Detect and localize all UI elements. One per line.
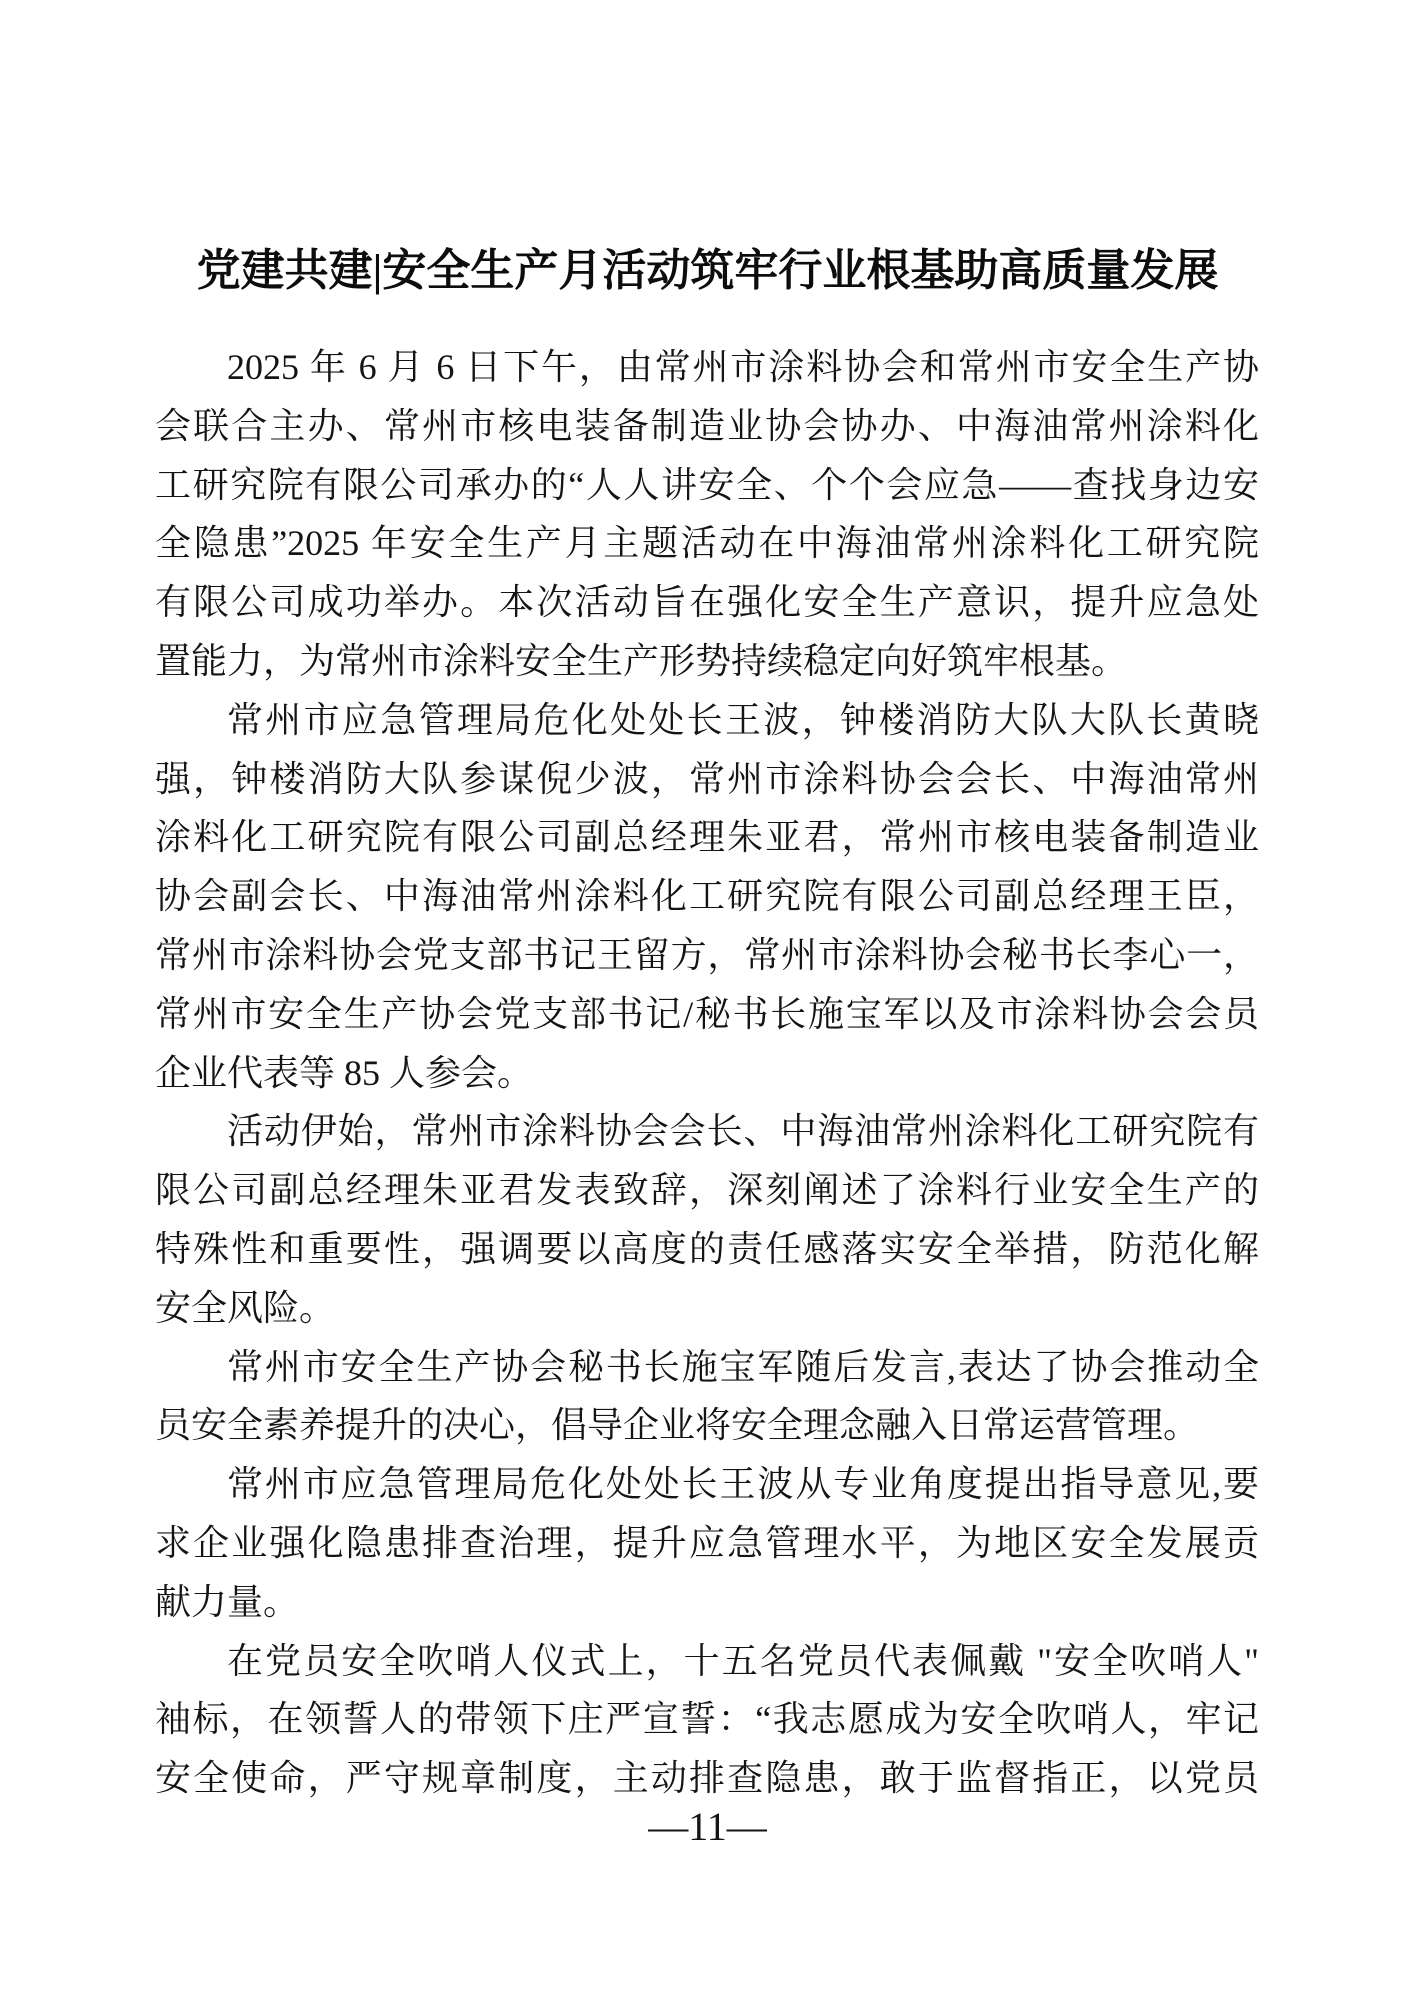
text-line: 置能力，为常州市涂料安全生产形势持续稳定向好筑牢根基。	[155, 640, 1128, 681]
paragraph	[155, 1455, 1259, 1631]
paragraph	[155, 1632, 1259, 1808]
text-line: 常州市安全生产协会秘书长施宝军随后发言,表达了协会推动全	[227, 1346, 1259, 1387]
text-line: 会联合主办、常州市核电装备制造业协会协办、中海油常州涂料化	[155, 405, 1259, 446]
text-line: 协会副会长、中海油常州涂料化工研究院有限公司副总经理王臣，	[155, 876, 1259, 917]
text-line: 常州市应急管理局危化处处长王波从专业角度提出指导意见,要	[227, 1464, 1259, 1505]
paragraph	[155, 338, 1259, 691]
text-line: 全隐患”2025 年安全生产月主题活动在中海油常州涂料化工研究院	[155, 523, 1259, 564]
text-line: 限公司副总经理朱亚君发表致辞，深刻阐述了涂料行业安全生产的	[155, 1170, 1259, 1211]
text-line: 常州市安全生产协会党支部书记/秘书长施宝军以及市涂料协会会员	[155, 993, 1259, 1034]
paragraph	[155, 1102, 1259, 1337]
text-line: 安全风险。	[155, 1287, 336, 1328]
document-body	[155, 338, 1259, 1808]
page-number: —11—	[648, 1804, 767, 1849]
text-line: 常州市应急管理局危化处处长王波，钟楼消防大队大队长黄晓	[227, 699, 1259, 740]
text-line: 活动伊始，常州市涂料协会会长、中海油常州涂料化工研究院有	[227, 1111, 1259, 1152]
text-line: 2025 年 6 月 6 日下午，由常州市涂料协会和常州市安全生产协	[227, 347, 1259, 387]
paragraph	[155, 691, 1259, 1103]
text-line: 在党员安全吹哨人仪式上，十五名党员代表佩戴 "安全吹哨人"	[227, 1640, 1259, 1681]
text-line: 安全使命，严守规章制度，主动排查隐患，敢于监督指正，以党员	[155, 1758, 1259, 1799]
page-title: 党建共建|安全生产月活动筑牢行业根基助高质量发展	[196, 246, 1219, 295]
text-line: 特殊性和重要性，强调要以高度的责任感落实安全举措，防范化解	[155, 1228, 1259, 1269]
text-line: 求企业强化隐患排查治理，提升应急管理水平，为地区安全发展贡	[155, 1522, 1259, 1563]
text-line: 常州市涂料协会党支部书记王留方，常州市涂料协会秘书长李心一，	[155, 934, 1259, 975]
text-line: 袖标，在领誓人的带领下庄严宣誓：“我志愿成为安全吹哨人，牢记	[155, 1699, 1259, 1740]
text-line: 强，钟楼消防大队参谋倪少波，常州市涂料协会会长、中海油常州	[155, 758, 1259, 799]
text-line: 有限公司成功举办。本次活动旨在强化安全生产意识，提升应急处	[155, 582, 1259, 623]
text-line: 献力量。	[155, 1581, 300, 1622]
text-line: 企业代表等 85 人参会。	[155, 1052, 534, 1093]
text-line: 员安全素养提升的决心，倡导企业将安全理念融入日常运营管理。	[155, 1405, 1200, 1446]
paragraph	[155, 1338, 1259, 1456]
text-line: 工研究院有限公司承办的“人人讲安全、个个会应急——查找身边安	[155, 464, 1259, 505]
text-line: 涂料化工研究院有限公司副总经理朱亚君，常州市核电装备制造业	[155, 817, 1259, 858]
